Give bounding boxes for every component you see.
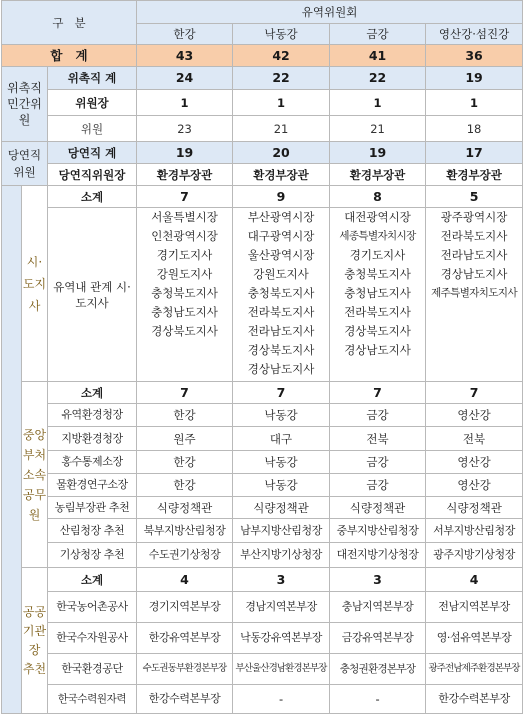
civilian-subtotal: 22: [233, 67, 330, 90]
province-governor: 충청남도지사: [151, 305, 218, 319]
province-governor: 충청북도지사: [344, 267, 411, 281]
ex-officio-chair: 환경부장관: [426, 164, 523, 186]
public-cell: 한강수력본부장: [137, 685, 233, 714]
public-cell: 낙동강유역본부장: [233, 623, 330, 654]
public-subtotal: 3: [233, 568, 330, 592]
province-subtotal: 5: [426, 186, 523, 208]
central-subtotal: 7: [137, 382, 233, 404]
province-governor: 경상남도지사: [247, 362, 315, 376]
central-cell: 영산강: [426, 474, 523, 497]
public-cell: 경남지역본부장: [233, 592, 330, 623]
province-governor: 전라북도지사: [344, 305, 411, 319]
ex-officio-chair: 환경부장관: [137, 164, 233, 186]
public-row-label: 한국수자원공사: [48, 623, 137, 654]
ex-officio-subtotal: 19: [137, 142, 233, 164]
central-cell: 영산강: [426, 404, 523, 427]
central-subtotal-label: 소계: [48, 382, 137, 404]
header-basin: 영산강·섬진강: [426, 24, 523, 45]
central-cell: 한강: [137, 404, 233, 427]
central-cell: 식량정책관: [330, 497, 426, 519]
civilian-subtotal: 22: [330, 67, 426, 90]
province-governor: 충청북도지사: [247, 286, 315, 300]
central-cell: 광주지방기상청장: [426, 543, 523, 568]
province-subtotal: 9: [233, 186, 330, 208]
central-cell: 남부지방산림청장: [233, 519, 330, 543]
province-list: [233, 208, 330, 382]
central-cell: 식량정책관: [233, 497, 330, 519]
ex-officio-subtotal: 19: [330, 142, 426, 164]
civilian-group-label: 위촉직 민간위원: [2, 67, 48, 142]
province-governor: 전라남도지사: [440, 248, 508, 262]
total-value: 42: [233, 45, 330, 67]
public-cell: 충남지역본부장: [330, 592, 426, 623]
central-cell: 영산강: [426, 451, 523, 474]
public-subtotal: 3: [330, 568, 426, 592]
header-basin: 낙동강: [233, 24, 330, 45]
province-governor: 경상남도지사: [344, 343, 411, 357]
province-governor: 경기도지사: [156, 248, 213, 262]
public-cell: 충청권환경본부장: [330, 654, 426, 685]
central-cell: 한강: [137, 474, 233, 497]
central-row-label: 산림청장 추천: [48, 519, 137, 543]
central-cell: 전북: [330, 427, 426, 451]
province-governor: 강원도지사: [156, 267, 213, 281]
province-list: [137, 208, 233, 382]
central-cell: 북부지방산림청장: [137, 519, 233, 543]
central-cell: 서부지방산림청장: [426, 519, 523, 543]
total-value: 36: [426, 45, 523, 67]
province-governor: 충청북도지사: [151, 286, 218, 300]
public-cell: 광주전남제주환경본부장: [426, 654, 523, 685]
central-cell: 낙동강: [233, 451, 330, 474]
civilian-chair-label: 위원장: [48, 90, 137, 116]
civilian-subtotal-label: 위촉직 계: [48, 67, 137, 90]
public-row-label: 한국농어촌공사: [48, 592, 137, 623]
central-cell: 대전지방기상청장: [330, 543, 426, 568]
province-list: [330, 208, 426, 382]
province-governor: 경상북도지사: [247, 343, 315, 357]
province-governor: 전라남도지사: [247, 324, 315, 338]
province-governor: 충청남도지사: [344, 286, 411, 300]
central-cell: 대구: [233, 427, 330, 451]
civilian-member-label: 위원: [48, 116, 137, 142]
central-subtotal: 7: [330, 382, 426, 404]
ex-officio-group-label: 당연직 위원: [2, 142, 48, 186]
ex-officio-chair: 환경부장관: [233, 164, 330, 186]
province-governor: 경상남도지사: [440, 267, 508, 281]
public-cell: 전남지역본부장: [426, 592, 523, 623]
province-subtotal: 8: [330, 186, 426, 208]
civilian-chair: 1: [426, 90, 523, 116]
total-value: 43: [137, 45, 233, 67]
province-governor: 서울특별시장: [151, 210, 218, 224]
public-cell: 수도권동부환경본부장: [137, 654, 233, 685]
public-cell: 부산울산경남환경본부장: [233, 654, 330, 685]
civilian-chair: 1: [233, 90, 330, 116]
civilian-members: 21: [330, 116, 426, 142]
total-value: 41: [330, 45, 426, 67]
province-governor: 전라북도지사: [247, 305, 315, 319]
central-row-label: 홍수통제소장: [48, 451, 137, 474]
civilian-chair: 1: [137, 90, 233, 116]
ex-officio-side-strip: [2, 186, 22, 714]
total-label: 합 계: [2, 45, 137, 67]
ex-officio-chair: 환경부장관: [330, 164, 426, 186]
public-cell: 경기지역본부장: [137, 592, 233, 623]
header-basin: 금강: [330, 24, 426, 45]
central-cell: 식량정책관: [137, 497, 233, 519]
central-cell: 원주: [137, 427, 233, 451]
central-cell: 금강: [330, 474, 426, 497]
province-governor: 강원도지사: [253, 267, 309, 281]
province-governor: 경상북도지사: [344, 324, 411, 338]
province-governor: 대전광역시장: [344, 210, 411, 224]
central-row-label: 지방환경청장: [48, 427, 137, 451]
province-governor: 울산광역시장: [247, 248, 315, 262]
civilian-members: 21: [233, 116, 330, 142]
central-row-label: 농림부장관 추천: [48, 497, 137, 519]
province-governor: 세종특별자치시장: [339, 230, 416, 242]
central-cell: 낙동강: [233, 474, 330, 497]
public-cell: 금강유역본부장: [330, 623, 426, 654]
public-cell: -: [233, 685, 330, 714]
public-subtotal: 4: [137, 568, 233, 592]
central-cell: 금강: [330, 404, 426, 427]
civilian-subtotal: 24: [137, 67, 233, 90]
province-row-label: 유역내 관계 시·도지사: [48, 208, 137, 382]
ex-officio-chair-label: 당연직위원장: [48, 164, 137, 186]
ex-officio-subtotal-label: 당연직 계: [48, 142, 137, 164]
civilian-chair: 1: [330, 90, 426, 116]
central-cell: 한강: [137, 451, 233, 474]
central-cell: 금강: [330, 451, 426, 474]
civilian-subtotal: 19: [426, 67, 523, 90]
province-governor: 대구광역시장: [247, 229, 315, 243]
central-side-label: 중앙부처 소속공무원: [22, 382, 48, 568]
province-governor: 제주특별자치도지사: [431, 287, 517, 299]
central-subtotal: 7: [233, 382, 330, 404]
province-governor: 경상북도지사: [151, 324, 218, 338]
public-subtotal: 4: [426, 568, 523, 592]
province-governor: 부산광역시장: [247, 210, 315, 224]
public-cell: 한강유역본부장: [137, 623, 233, 654]
province-side-label: 시·도지사: [22, 186, 48, 382]
central-row-label: 물환경연구소장: [48, 474, 137, 497]
central-cell: 전북: [426, 427, 523, 451]
central-cell: 부산지방기상청장: [233, 543, 330, 568]
province-subtotal: 7: [137, 186, 233, 208]
central-subtotal: 7: [426, 382, 523, 404]
central-cell: 수도권기상청장: [137, 543, 233, 568]
province-governor: 전라북도지사: [440, 229, 508, 243]
province-governor: 광주광역시장: [440, 210, 508, 224]
header-category: 구 분: [2, 1, 137, 45]
civilian-members: 23: [137, 116, 233, 142]
public-cell: -: [330, 685, 426, 714]
public-row-label: 한국수력원자력: [48, 685, 137, 714]
province-list: [426, 208, 523, 382]
central-cell: 식량정책관: [426, 497, 523, 519]
ex-officio-subtotal: 17: [426, 142, 523, 164]
province-governor: 경기도지사: [349, 248, 406, 262]
central-row-label: 유역환경청장: [48, 404, 137, 427]
public-subtotal-label: 소계: [48, 568, 137, 592]
central-cell: 낙동강: [233, 404, 330, 427]
central-row-label: 기상청장 추천: [48, 543, 137, 568]
public-row-label: 한국환경공단: [48, 654, 137, 685]
ex-officio-subtotal: 20: [233, 142, 330, 164]
civilian-members: 18: [426, 116, 523, 142]
public-cell: 한강수력본부장: [426, 685, 523, 714]
committee-composition-table: [1, 0, 523, 714]
central-cell: 중부지방산림청장: [330, 519, 426, 543]
public-side-label: 공공기관장 추천: [22, 568, 48, 714]
province-subtotal-label: 소계: [48, 186, 137, 208]
province-governor: 인천광역시장: [151, 229, 218, 243]
public-cell: 영·섬유역본부장: [426, 623, 523, 654]
header-committee: 유역위원회: [137, 1, 523, 24]
header-basin: 한강: [137, 24, 233, 45]
